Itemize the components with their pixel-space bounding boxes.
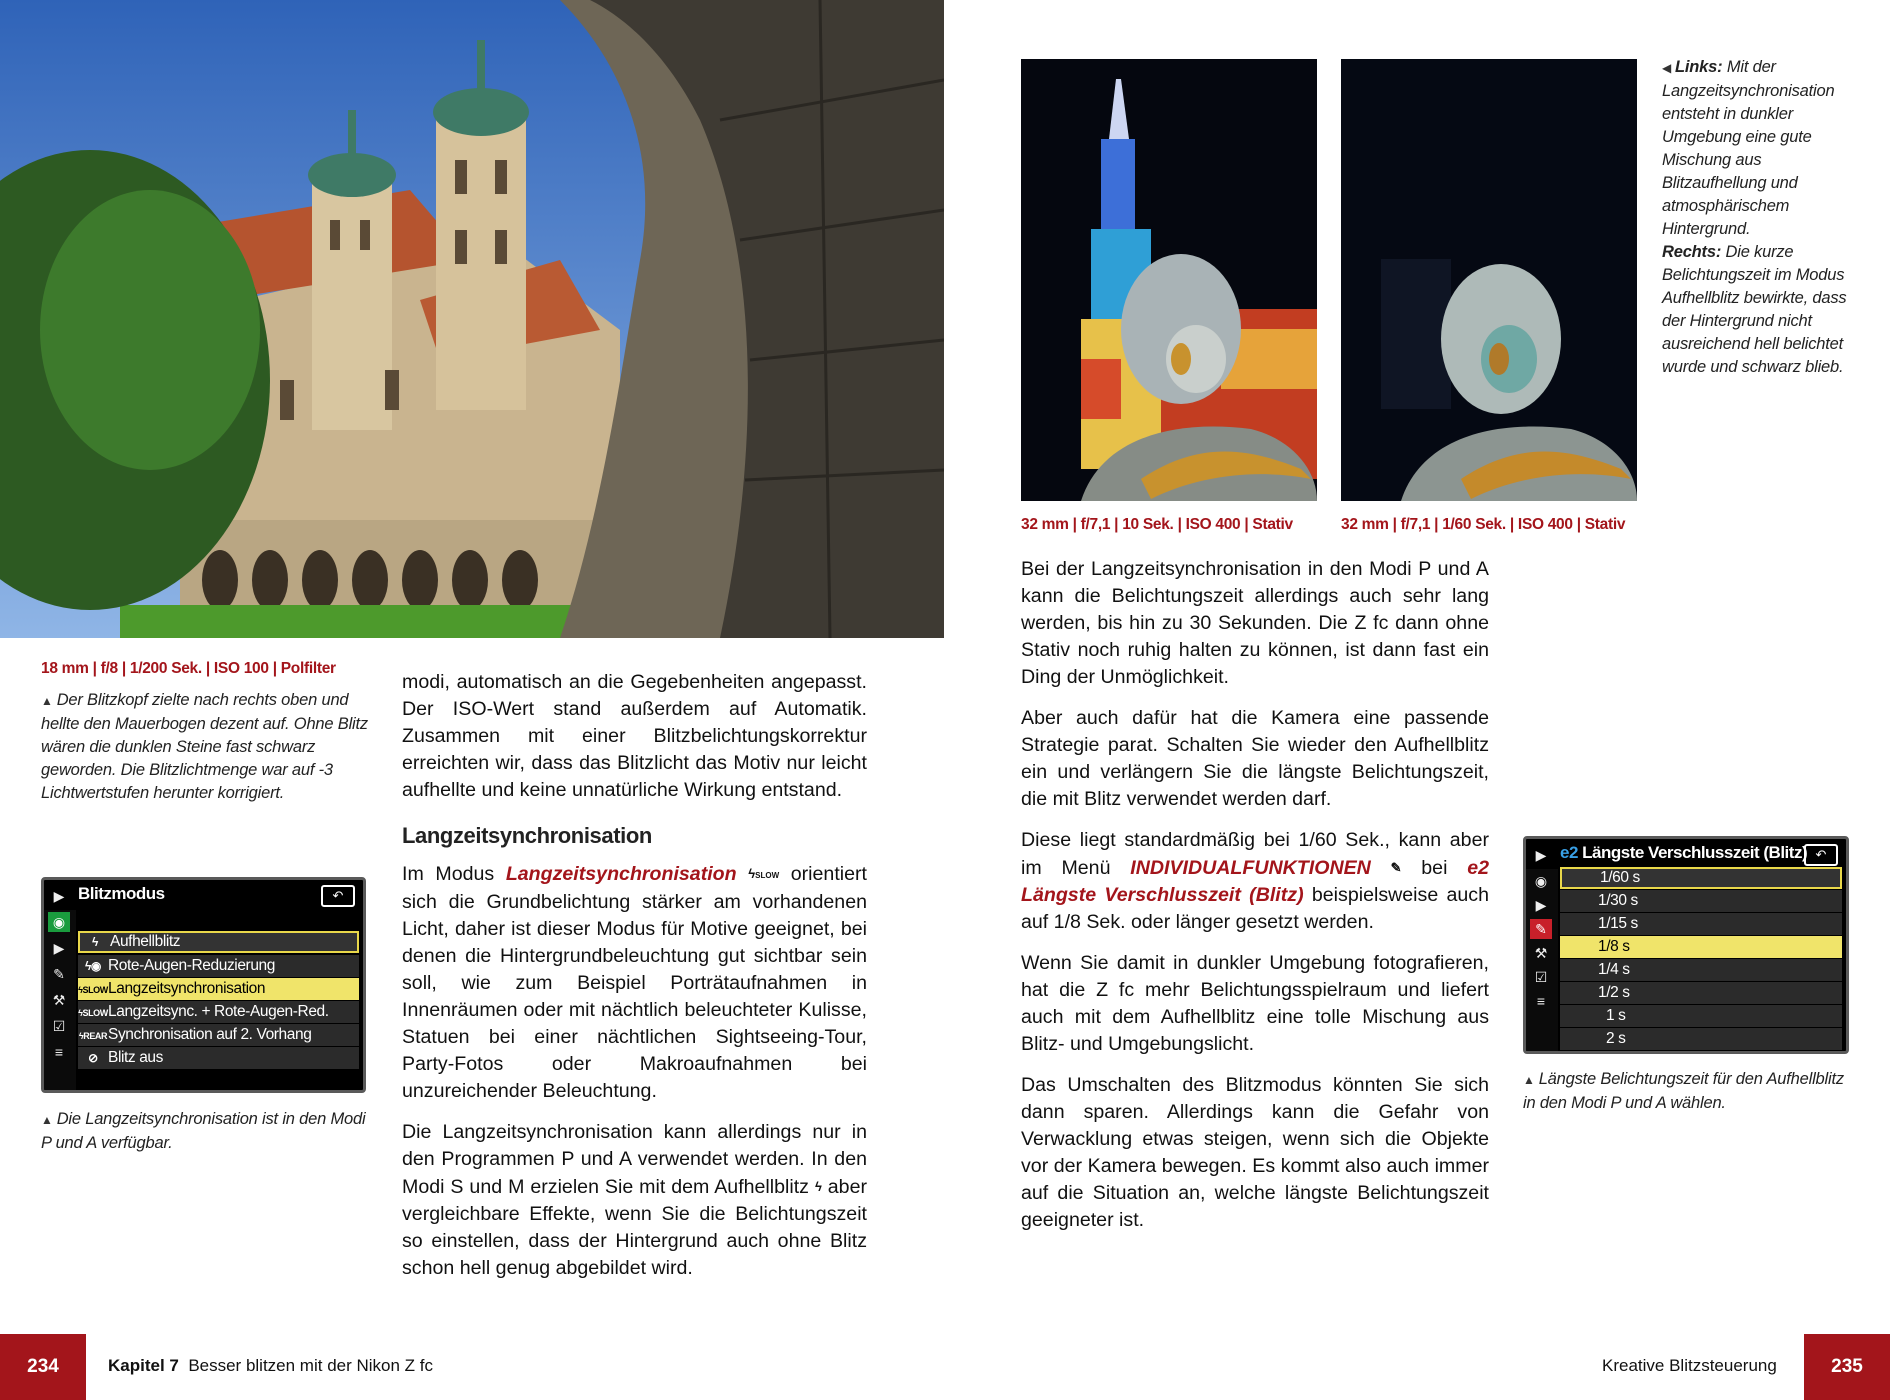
footer-chapter (108, 1356, 433, 1376)
flash-redeye-icon: ϟ◉ (84, 959, 102, 973)
retouch-icon: ☑ (52, 1018, 66, 1034)
menu-item-1-15[interactable]: 1/15 s (1560, 913, 1842, 935)
flash-slow-icon: ϟSLOW (78, 985, 108, 995)
statue-photo-fill-flash (1341, 59, 1637, 501)
menu-item-1-8[interactable]: 1/8 s (1560, 936, 1842, 958)
cathedral-photo (0, 0, 944, 638)
menu-item-blitz-aus[interactable]: ⊘ Blitz aus (78, 1047, 359, 1069)
statue-photo-long-exposure (1021, 59, 1317, 501)
paragraph-programme: Die Langzeitsynchronisation kann allerdings nur in den Programmen P und A verwendet werden. In den Modi S und M erzielen Sie mit dem Aufhellblitz ϟ aber vergleichbare Effekte, wenn Sie die Belichtungszeit so einstellen, dass der Hintergrund auch ohne Blitz schon hell genug abgebildet wird. (402, 1121, 867, 1279)
retouch-icon: ☑ (1534, 969, 1548, 985)
blitzmodus-menu-screen (41, 877, 366, 1093)
menu-title: Blitzmodus (78, 884, 165, 903)
return-arrow-icon: ↶ (1804, 844, 1838, 866)
flash-slow-redeye-icon: ϟSLOW (78, 1008, 108, 1018)
menu-item-langzeitsync-redeye[interactable]: ϟSLOWLangzeitsync. + Rote-Augen-Red. (78, 1001, 359, 1023)
caption-cathedral: ▲ Der Blitzkopf zielte nach rechts oben und hellte den Mauerbogen dezent auf. Ohne Blitz wären die dunklen Steine fast schwarz geworden. Die Blitzlichtmenge war auf -3 Lichtwertstufen herunter korrigiert. (41, 691, 368, 802)
chapter-title: Besser blitzen mit der Nikon Z fc (188, 1356, 434, 1375)
triangle-up-icon: ▲ (41, 694, 53, 708)
flash-slow-icon: ϟSLOW (748, 866, 780, 881)
paragraph: modi, automatisch an die Gegebenheiten angepasst. Der ISO-Wert stand außerdem auf Automatik. Zusammen mit einer Blitzbelichtungskorrektur erreichten wir, dass das Blitzlicht das Motiv nur leicht aufhellte und keine unnatürliche Wirkung entstand. (402, 671, 867, 801)
menu-sidebar (44, 888, 76, 1090)
footer-section: Kreative Blitzsteuerung (1602, 1356, 1777, 1375)
pencil-icon: ✎ (1390, 860, 1402, 875)
triangle-up-icon: ▲ (1523, 1073, 1535, 1087)
paragraph-spielraum: Wenn Sie damit in dunkler Umgebung fotografieren, hat die Z fc mehr Belichtungsspielraum und liefert auch mit dem Aufhellblitz eine tolle Mischung aus Blitz- und Umgebungslicht. (1021, 952, 1489, 1055)
paragraph-30-sekunden: Bei der Langzeitsynchronisation in den Modi P und A kann die Belichtungszeit allerdings auch sehr lang werden, bis hin zu 30 Sekunden. Die Z fc dann ohne Stativ noch ruhig halten zu können, ist dann fast ein Ding der Unmöglichkeit. (1021, 558, 1489, 688)
exif-fill-flash: 32 mm | f/7,1 | 1/60 Sek. | ISO 400 | Stativ (1341, 516, 1626, 533)
side-caption-comparison: ◀ Links: Mit der Langzeitsynchronisation entsteht in dunkler Umgebung eine gute Mischung aus Blitzaufhellung und atmosphärischem Hintergrund. Rechts: Die kurze Belichtungszeit im Modus Aufhellblitz bewirkte, dass der Hintergrund nicht ausreichend hell belichtet wurde und schwarz blieb. (1662, 58, 1847, 376)
menu-item-2s[interactable]: 2 s (1560, 1028, 1842, 1050)
chapter-label: Kapitel 7 (108, 1356, 179, 1375)
exif-cathedral: 18 mm | f/8 | 1/200 Sek. | ISO 100 | Polfilter (41, 660, 336, 677)
movie-camera-icon: ▶ (53, 940, 65, 956)
exif-long-exposure: 32 mm | f/7,1 | 10 Sek. | ISO 400 | Stativ (1021, 516, 1293, 533)
movie-camera-icon: ▶ (1535, 897, 1547, 913)
left-body-bottom (402, 860, 867, 1296)
pencil-icon: ✎ (1530, 919, 1552, 939)
menu-item-1s[interactable]: 1 s (1560, 1005, 1842, 1027)
page-number-left: 234 (0, 1334, 86, 1400)
menu-item-rote-augen[interactable]: ϟ◉ Rote-Augen-Reduzierung (78, 955, 359, 977)
my-menu-icon: ≡ (1536, 993, 1546, 1009)
paragraph-strategie: Aber auch dafür hat die Kamera eine passende Strategie parat. Schalten Sie wieder den Aufhellblitz ein und verlängern Sie die längste Belichtungszeit, die mit Blitz verwendet werden darf. (1021, 707, 1489, 810)
menu-item-1-2[interactable]: 1/2 s (1560, 982, 1842, 1004)
flash-icon: ϟ (814, 1179, 822, 1194)
my-menu-icon: ≡ (54, 1044, 64, 1060)
return-arrow-icon: ↶ (321, 885, 355, 907)
menu-sidebar (1526, 847, 1558, 1051)
menu-item-1-60[interactable]: 1/60 s (1560, 867, 1842, 889)
paragraph-umschalten: Das Umschalten des Blitzmodus könnten Sie sich dann sparen. Allerdings kann die Gefahr von Verwacklung etwas steigen, wenn sich die Objekte vor der Kamera bewegen. Es kommt also auch immer auf die Situation an, welche längste Belichtungszeit geeigneter ist. (1021, 1074, 1489, 1231)
playback-icon: ▶ (1535, 847, 1547, 863)
camera-icon: ◉ (1534, 873, 1548, 889)
e2-menu-screen (1523, 836, 1849, 1054)
menu-item-aufhellblitz[interactable]: ϟ Aufhellblitz (78, 931, 359, 953)
triangle-left-icon: ◀ (1662, 61, 1672, 75)
page-number-right: 235 (1804, 1334, 1890, 1400)
left-body-top (402, 669, 867, 818)
term-individualfunktionen: INDIVIDUALFUNKTIONEN (1130, 857, 1371, 879)
section-heading: Langzeitsynchronisation (402, 823, 652, 848)
term-e2: e2 Längste Verschlusszeit (Blitz) (1021, 857, 1489, 906)
caption-blitzmodus: ▲ Die Langzeitsynchronisation ist in den Modi P und A verfügbar. (41, 1110, 366, 1152)
menu-item-1-4[interactable]: 1/4 s (1560, 959, 1842, 981)
caption-e2-menu: ▲ Längste Belichtungszeit für den Aufhellblitz in den Modi P und A wählen. (1523, 1070, 1844, 1112)
camera-icon: ◉ (48, 912, 70, 932)
wrench-icon: ⚒ (52, 992, 66, 1008)
wrench-icon: ⚒ (1534, 945, 1548, 961)
pencil-icon: ✎ (53, 966, 65, 982)
flash-rear-icon: ϟREAR (78, 1031, 108, 1041)
menu-item-1-30[interactable]: 1/30 s (1560, 890, 1842, 912)
flash-icon: ϟ (92, 935, 98, 949)
menu-item-langzeitsync[interactable]: ϟSLOWLangzeitsynchronisation (78, 978, 359, 1000)
term-langzeitsync: Langzeitsynchronisation (505, 863, 737, 885)
flash-off-icon: ⊘ (88, 1051, 98, 1065)
playback-icon: ▶ (53, 888, 65, 904)
paragraph-menue: Diese liegt standardmäßig bei 1/60 Sek., kann aber im Menü INDIVIDUALFUNKTIONEN ✎ bei e2 Längste Verschlusszeit (Blitz) beispielsweise auch auf 1/8 Sek. oder länger gesetzt werden. (1021, 829, 1490, 933)
menu-item-rear-sync[interactable]: ϟREARSynchronisation auf 2. Vorhang (78, 1024, 359, 1046)
menu-title: e2 Längste Verschlusszeit (Blitz) (1560, 843, 1808, 862)
triangle-up-icon: ▲ (41, 1113, 53, 1127)
paragraph-langzeit: Im Modus Langzeitsynchronisation ϟSLOW orientiert sich die Grundbelichtung stärker am vorhandenen Licht, daher ist dieser Modus für Motive geeignet, bei denen die Hintergrundbeleuchtung gut sichtbar sein soll, wie zum Beispiel Porträtaufnahmen in Innenräumen oder mit nächtlich beleuchteter Kulisse, Statuen bei einer nächtlichen Sightseeing-Tour, Party-Fotos oder Makroaufnahmen bei unzureichender Beleuchtung. (402, 863, 867, 1102)
right-body (1021, 556, 1489, 1248)
